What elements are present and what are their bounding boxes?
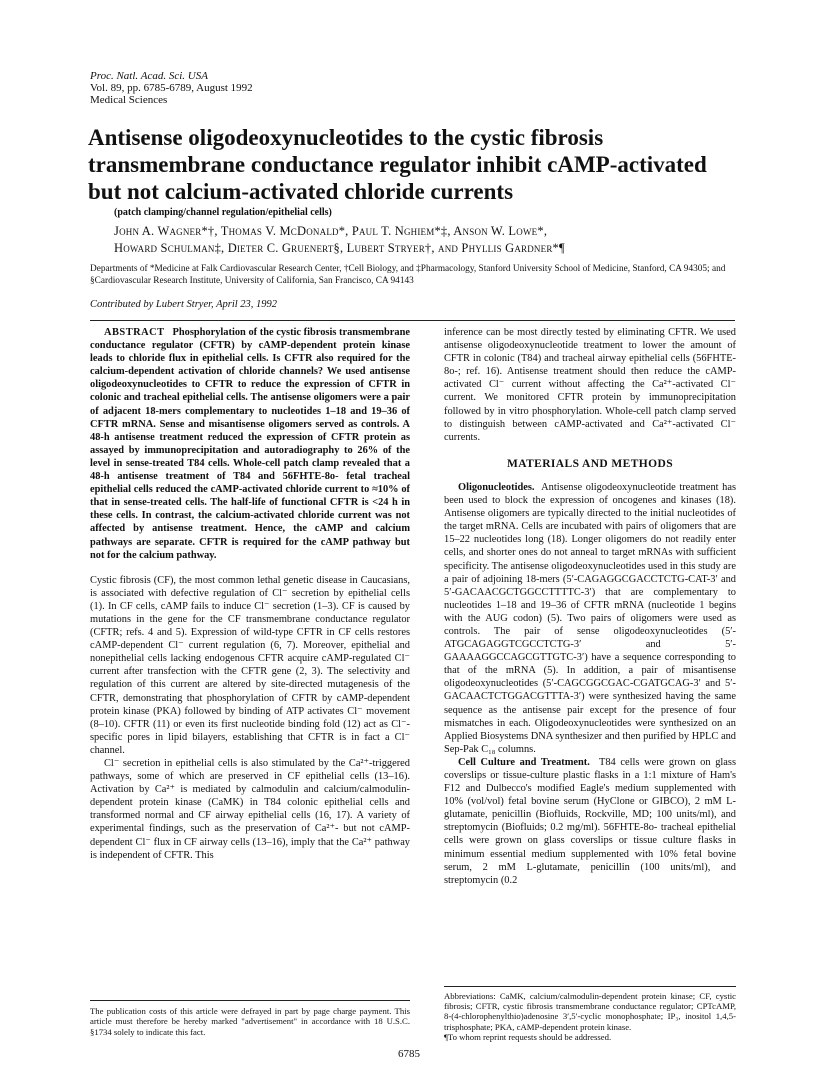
intro-paragraph-2: Cl⁻ secretion in epithelial cells is also stimulated by the Ca²⁺-triggered pathways, some of which are preserved in CF epithelial cells (13–16). Activation by Ca²⁺ is mediated by calmodulin and calcium/calmodulin-dependent protein kinase (CaMK) in T84 colonic epithelial cells and transformed normal and CF airway epithelial cells (16, 17). A variety of experimental findings, such as the preservation of Ca²⁺- but not cAMP-dependent Cl⁻ flux in CF airway cells (13–16), imply that the Ca²⁺ pathway is independent of CFTR. This (90, 758, 410, 861)
abstract (90, 326, 410, 562)
oligonucleotides-heading: Oligonucleotides. (458, 481, 535, 493)
footnote-divider-left (90, 1000, 410, 1001)
intro-continuation: inference can be most directly tested by eliminating CFTR. We used antisense oligodeoxynucleotide treatment to lower the amount of CFTR in colonic (T84) and tracheal airway epithelial cells (56FHTE-8o-; ref. 16). Antisense treatment should then reduce the cAMP-activated Cl⁻ current without affecting the Ca²⁺-activated Cl⁻ current. We monitored CFTR protein by immunoprecipitation followed by in vitro phosphorylation. Whole-cell patch clamp served to distinguish between cAMP-activated and Ca²⁺-activated Cl⁻ currents. (444, 327, 736, 443)
affiliations: Departments of *Medicine at Falk Cardiovascular Research Center, †Cell Biology, and ‡Pharmacology, Stanford University School of Medicine, Stanford, CA 94305; and §Cardiovascular Research Institute, University of California, San Francisco, CA 94143 (90, 264, 726, 286)
journal-header (90, 70, 253, 106)
page-number: 6785 (398, 1048, 420, 1060)
oligonucleotides-paragraph (444, 481, 736, 756)
right-column (444, 326, 736, 887)
volume-line: Vol. 89, pp. 6785-6789, August 1992 (90, 82, 253, 94)
author-list (114, 223, 734, 257)
intro-paragraph-1: Cystic fibrosis (CF), the most common lethal genetic disease in Caucasians, is associated with defective regulation of Cl⁻ secretion by epithelial cells (1). In CF cells, cAMP fails to induce Cl⁻ secretion (1–3). CF is caused by mutations in the gene for the CF transmembrane conductance regulator (CFTR; refs. 4 and 5). Expression of wild-type CFTR in CF cells restores cAMP-dependent Cl⁻ current regulation (6, 7). Moreover, epithelial and nonepithelial cells lacking endogenous CFTR acquire cAMP-regulated Cl⁻ current after transfection with the CFTR gene (2, 3). The selectivity and regulation of this current are altered by site-directed mutagenesis of the CFTR, demonstrating that phosphorylation of CFTR by cAMP-dependent protein kinase (PKA) followed by binding of ATP activates Cl⁻ movement (8–10). CFTR (11) or even its first nucleotide binding fold (12) act as Cl⁻-specific pores in lipid bilayers, establishing that CFTR is in fact a Cl⁻ channel. (90, 574, 410, 756)
reprint-footnote: ¶To whom reprint requests should be addressed. (444, 1031, 612, 1042)
contributed-by: Contributed by Lubert Stryer, April 23, 1992 (90, 299, 278, 310)
authors-line-2: Howard Schulman‡, Dieter C. Gruenert§, Lubert Stryer†, and Phyllis Gardner*¶ (114, 241, 565, 255)
oligonucleotides-text: Antisense oligodeoxynucleotide treatment has been used to block the expression of oncogenes and kinases (18). Antisense oligomers are typically directed to the initial nucleotides of the target mRNA. Cells are incubated with pairs of oligomers that are 15–22 nucleotides long (18). Longer oligomers do not readily enter cells, and shorter ones do not anneal to target mRNAs with sufficient specificity. The antisense oligodeoxynucleotides used in this study are a pair of adjoining 18-mers (5′-CAGAGGCGACCTCTG-CAT-3′ and 5′-GACAACGCTGGCCTTTTC-3′) that are complementary to nucleotides 1–18 and 19–36 of CFTR mRNA (nucleotide 1 begins with the AUG codon) (5). Two pairs of oligomers were used as controls. The pair of sense oligodeoxynucleotides (5′-ATGCAGAGGTCGCCTCTG-3′ and 5′-GAAAAGGCCAGCGTTGTC-3′) have a sequence corresponding to that of the mRNA (5). In addition, a pair of misantisense oligodeoxynucleotides (5′-CAGCGGCGAC-CGATGCAG-3′ and 5′-GACAACTCTGGACGTTTA-3′) were synthesized having the same sequence as the antisense pair except for the presence of four mismatches in each. Oligodeoxynucleotides were synthesized on an Applied Biosystems DNA synthesizer and then purified by HPLC and Sep-Pak C₁₈ columns. (444, 481, 737, 755)
section-label: Medical Sciences (90, 94, 168, 106)
cell-culture-text: T84 cells were grown on glass coverslips or tissue-culture plastic flasks in a 1:1 mixture of Ham's F12 and Dulbecco's modified Eagle's medium supplemented with 10% (vol/vol) fetal bovine serum (HyClone or GIBCO), 2 mM L-glutamate, penicillin (Biofluids, Rockville, MD; 100 units/ml), and streptomycin (Biofluids; 0.2 mg/ml). 56FHTE-8o- tracheal epithelial cells were grown on glass coverslips or tissue culture flasks in minimum essential medium supplemented with 10% fetal bovine serum, 2 mM L-glutamate, penicillin (100 units/ml), and streptomycin (0.2 (444, 756, 736, 886)
footnotes-right (444, 991, 736, 1042)
abstract-text: Phosphorylation of the cystic fibrosis transmembrane conductance regulator (CFTR) by cAMP-dependent protein kinase leads to chloride flux in epithelial cells. Is CFTR also required for the calcium-dependent activation of chloride channels? We used antisense oligodeoxynucleotides to CFTR to reduce the expression of CFTR in colonic and tracheal epithelial cells. The antisense oligomers were a pair of adjacent 18-mers complementary to nucleotides 1–18 and 19–36 of CFTR mRNA. Sense and misantisense oligomers served as controls. A 48-h antisense treatment reduced the expression of CFTR protein as assayed by immunoprecipitation and autoradiography to 26% of the level in sense-treated T84 cells. Whole-cell patch clamp revealed that a 48-h antisense treatment of T84 and 56FHTE-8o- fetal tracheal epithelial cells reduced the cAMP-activated chloride current to ≈10% of that in sense-treated cells. The half-life of functional CFTR is <24 h in these cells. In contrast, the calcium-activated chloride current was not affected by antisense treatment. Hence, the cAMP and calcium pathways are separate. CFTR is required for the cAMP pathway but not for the calcium pathway. (90, 327, 411, 561)
footnote-divider-right (444, 986, 736, 987)
cell-culture-heading: Cell Culture and Treatment. (458, 756, 590, 768)
article-title: Antisense oligodeoxynucleotides to the cystic fibrosis transmembrane conductance regulator inhibit cAMP-activated but not calcium-activated chloride currents (88, 125, 707, 204)
left-column (90, 326, 410, 862)
publication-costs-footnote: The publication costs of this article were defrayed in part by page charge payment. This article must therefore be hereby marked "advertisement" in accordance with 18 U.S.C. §1734 solely to indicate this fact. (90, 1006, 410, 1037)
authors-line-1: John A. Wagner*†, Thomas V. McDonald*, Paul T. Nghiem*‡, Anson W. Lowe*, (114, 224, 548, 238)
abstract-label: ABSTRACT (104, 327, 165, 338)
cell-culture-paragraph (444, 756, 736, 887)
methods-heading: MATERIALS AND METHODS (506, 457, 673, 470)
keywords: (patch clamping/channel regulation/epithelial cells) (114, 207, 332, 218)
spacer (90, 562, 410, 574)
abbreviations-footnote: Abbreviations: CaMK, calcium/calmodulin-dependent protein kinase; CF, cystic fibrosis; CFTR, cystic fibrosis transmembrane conductance regulator; CPTcAMP, 8-(4-chlorophenylthio)adenosine 3′,5′-cyclic monophosphate; IP₃, inositol 1,4,5-trisphosphate; PKA, cAMP-dependent protein kinase. (444, 991, 736, 1032)
header-divider (90, 320, 735, 321)
journal-name: Proc. Natl. Acad. Sci. USA (90, 70, 208, 82)
